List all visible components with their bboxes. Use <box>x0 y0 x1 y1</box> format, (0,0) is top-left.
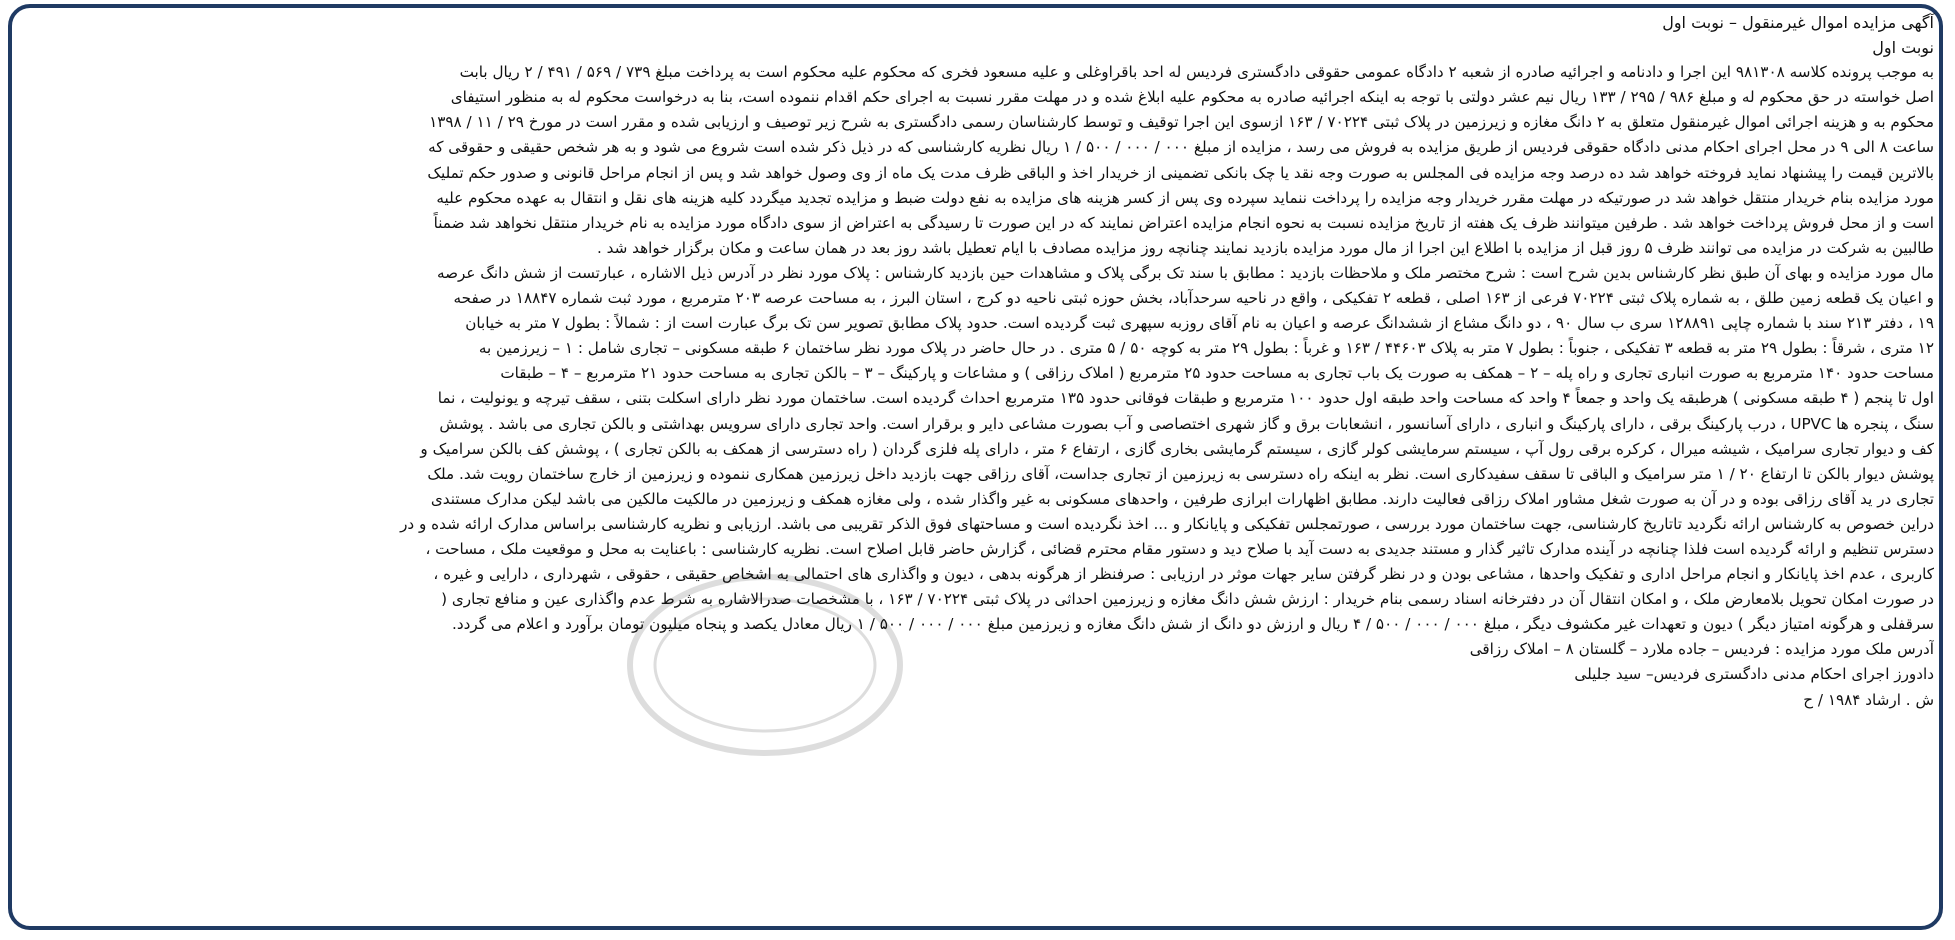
notice-line: ۱۲ متری ، شرقاً : بطول ۲۹ متر به قطعه ۳ تفکیکی ، جنوباً : بطول ۷ متر به پلاک ۴۴۶۰۳ / ۱۶۳ و غرباً : بطول ۲۹ متر به کوچه ۵۰ / ۵ متری . در حال حاضر در پلاک مورد نظر ساختمان ۶ طبقه مسکونی – تجاری شامل : ۱ – زیرزمین به <box>478 339 1934 358</box>
notice-line: اول تا پنجم ( ۴ طبقه مسکونی ) هرطبقه یک واحد و جمعاً ۴ واحد که مساحت واحد طبقه اول حدود ۱۰۰ مترمربع و طبقات فوقانی حدود ۱۳۵ مترمربع احداث گردیده است. ساختمان مورد نظر دارای اسکلت بتنی ، سقف تیرچه و یونولیت ، نما <box>437 389 1934 408</box>
notice-title: آگهی مزایده اموال غیرمنقول – نوبت اول <box>1662 13 1934 32</box>
notice-reference: ش . ارشاد ۱۹۸۴ / ح <box>1803 690 1934 709</box>
notice-line: مساحت حدود ۱۴۰ مترمربع به صورت انباری تجاری و راه پله – ۲ – همکف به صورت یک باب تجاری به مساحت حدود ۲۵ مترمربع ( املاک رزاقی ) و مشاعات و پارکینگ – ۳ – بالکن تجاری به مساحت حدود ۲۱ مترمربع – ۴ – طبقات <box>500 364 1934 383</box>
notice-line: به موجب پرونده کلاسه ۹۸۱۳۰۸ این اجرا و دادنامه و اجرائیه صادره از شعبه ۲ دادگاه عمومی حقوقی دادگستری فردیس له احد باقراوغلی و علیه مسعود فخری که محکوم علیه محکوم است به پرداخت مبلغ ۷۳۹ / ۵۶۹ / ۴۹۱ / ۲ ریال بابت <box>459 63 1934 82</box>
notice-signature: دادورز اجرای احکام مدنی دادگستری فردیس– سید جلیلی <box>1574 665 1934 684</box>
notice-subtitle: نوبت اول <box>1872 38 1934 58</box>
notice-line: در صورت امکان تحویل بلامعارض ملک ، و امکان انتقال آن در دفترخانه اسناد رسمی بنام خریدار : ارزش شش دانگ مغازه و زیرزمین احداثی در پلاک ثبتی ۷۰۲۲۴ / ۱۶۳ ، با مشخصات صدرالاشاره به شرط عدم واگذاری عین و منافع تجاری ( <box>441 590 1934 609</box>
notice-line: ساعت ۸ الی ۹ در محل اجرای احکام مدنی دادگاه حقوقی فردیس از طریق مزایده به فروش می رسد ، مزایده از مبلغ ۰۰۰ / ۰۰۰ / ۵۰۰ / ۱ ریال نظریه کارشناسی که در ذیل ذکر شده است شروع می شود و به هر شخص حقیقی و حقوقی که <box>428 138 1934 157</box>
notice-line: محکوم به و هزینه اجرائی اموال غیرمنقول متعلق به ۲ دانگ مغازه و زیرزمین در پلاک ثبتی ۷۰۲۲۴ / ۱۶۳ ازسوی این اجرا توقیف و توسط کارشناسان رسمی دادگستری به شرح زیر توصیف و ارزیابی شده و مقرر است در مورخ ۲۹ / ۱۱ / ۱۳۹۸ <box>429 113 1934 132</box>
notice-line: بالاترین قیمت را پیشنهاد نماید فروخته خواهد شد ده درصد وجه مزایده فی المجلس به صورت وجه نقد یا چک بانکی تضمینی از خریدار اخذ و الباقی ظرف مدت یک ماه از وی وصول خواهد شد و پس از انجام مراحل قانونی و صدور حکم تملیک <box>427 163 1934 182</box>
notice-line: کف و دیوار تجاری سرامیک ، شیشه میرال ، کرکره برقی رول آپ ، سیستم سرمایشی کولر گازی ، سیستم گرمایشی بخاری گازی ، ارتفاع ۶ متر ، دارای پله فلزی گردان ( راه دسترسی از همکف به بالکن تجاری ) ، پوشش کف بالکن سرامیک و <box>420 439 1934 458</box>
notice-page <box>20 10 1934 928</box>
notice-line: اصل خواسته در حق محکوم له و مبلغ ۹۸۶ / ۲۹۵ / ۱۳۳ ریال نیم عشر دولتی با توجه به اینکه اجرائیه صادره به محکوم علیه ابلاغ شده و در مهلت مقرر نسبت به اجرای حکم اقدام ننموده است، بنا به درخواست محکوم له به منظور استیفای <box>450 88 1934 107</box>
notice-line: دسترس تنظیم و ارائه گردیده است فلذا چنانچه در آینده مدارک تاثیر گذار و مستند جدیدی به دست آید با صلاح دید و دستور مقام محترم قضائی ، گزارش حاضر قابل اصلاح است. نظریه کارشناسی : باعنایت به محل و موقعیت ملک ، مساحت ، <box>425 539 1934 558</box>
notice-line: ۱۹ ، دفتر ۲۱۳ سند با شماره چاپی ۱۲۸۸۹۱ سری ب سال ۹۰ ، دو دانگ مشاع از ششدانگ عرصه و اعیان به نام آقای روزبه سپهری ثبت گردیده است. حدود پلاک مطابق تصویر سن تک برگ عبارت است از : شمالاً : بطول ۷ متر به خیابان <box>465 314 1934 333</box>
notice-line: سرقفلی و هرگونه امتیاز دیگر ) دیون و تعهدات غیر مکشوف دیگر ، مبلغ ۰۰۰ / ۰۰۰ / ۵۰۰ / ۴ ریال و ارزش دو دانگ از شش دانگ مغازه و زیرزمین مبلغ ۰۰۰ / ۰۰۰ / ۵۰۰ / ۱ ریال معادل یکصد و پنجاه میلیون تومان برآورد و اعلام می گردد. <box>452 615 1934 634</box>
notice-line: سنگ ، پنجره ها UPVC ، درب پارکینگ برقی ، دارای پارکینگ و انباری ، دارای آسانسور ، انشعابات برق و گاز شهری اختصاصی و آب بصورت مشاعی دایر و برقرار است. واحد تجاری دارای سرویس بهداشتی و بالکن تجاری می باشد . پوشش <box>439 414 1934 433</box>
notice-address: آدرس ملک مورد مزایده : فردیس – جاده ملارد – گلستان ۸ – املاک رزاقی <box>1469 640 1934 659</box>
notice-line: دراین خصوص به کارشناس ارائه نگردید تاتاریخ کارشناسی، جهت ساختمان مورد بررسی ، صورتمجلس تفکیکی و پایانکار و ... اخذ نگردیده است و مساحتهای فوق الذکر تقریبی می باشد. ارزیابی و نظریه کارشناسی براساس مدارک ارائه شده و در <box>400 514 1934 533</box>
notice-line: پوشش دیوار بالکن تا ارتفاع ۲۰ / ۱ متر سرامیک و الباقی تا سقف سفیدکاری است. نظر به اینکه راه دسترسی به زیرزمین از تجاری جداست، آقای رزاقی جهت بازدید داخل زیرزمین همکاری ننموده و زیرزمین از خارج ساختمان رویت شد. ملک <box>427 464 1934 483</box>
notice-line: مال مورد مزایده و بهای آن طبق نظر کارشناس بدین شرح است : شرح مختصر ملک و ملاحظات بازدید : مطابق با سند تک برگی پلاک و مشاهدات حین بازدید کارشناس : پلاک مورد نظر در آدرس ذیل الاشاره ، عبارتست از شش دانگ عرصه <box>436 263 1934 282</box>
notice-line: طالبین به شرکت در مزایده می توانند ظرف ۵ روز قبل از مزایده با اطلاع این اجرا از مال مورد مزایده بازدید نمایند چنانچه روز مزایده مصادف با ایام تعطیل باشد روز بعد در همان ساعت و مکان برگزار خواهد شد . <box>596 238 1934 257</box>
notice-line: مورد مزایده بنام خریدار منتقل خواهد شد در صورتیکه در مهلت مقرر خریدار وجه مزایده را پرداخت ننماید سپرده وی پس از کسر هزینه های مزایده به نفع دولت ضبط و مزایده تجدید میگردد کلیه هزینه های نقل و انتقال به عهده محکوم علیه <box>436 188 1934 207</box>
notice-line: است و از محل فروش پرداخت خواهد شد . طرفین میتوانند ظرف یک هفته از تاریخ مزایده نسبت به نحوه انجام مزایده اعتراض نمایند که در این صورت تا رسیدگی به اعتراض از سوی دادگاه مورد مزایده به نام خریدار منتقل نخواهد شد ضمناً <box>433 213 1934 232</box>
notice-line: کاربری ، عدم اخذ پایانکار و انجام مراحل اداری و تفکیک واحدها ، مشاعی بودن و در نظر گرفتن سایر جهات موثر در ارزیابی : صرفنظر از هرگونه بدهی ، دیون و واگذاری های احتمالی به اشخاص حقیقی ، حقوقی ، شهرداری ، دارایی و غیره ، <box>433 565 1934 584</box>
notice-line: و اعیان یک قطعه زمین طلق ، به شماره پلاک ثبتی ۷۰۲۲۴ فرعی از ۱۶۳ اصلی ، قطعه ۲ تفکیکی ، واقع در ناحیه سرحدآباد، بخش حوزه ثبتی ناحیه دو کرج ، استان البرز ، به مساحت عرصه ۲۰۳ مترمربع ، مورد ثبت شماره ۱۸۸۴۷ در صفحه <box>453 289 1934 308</box>
notice-line: تجاری در ید آقای رزاقی بوده و در آن به صورت شغل مشاور املاک رزاقی فعالیت دارند. مطابق اظهارات ابرازی طرفین ، واحدهای مسکونی به غیر واگذار شده ، ولی مغازه همکف و زیرزمین در مالکیت مالکین می باشد لیکن مدارک مستندی <box>430 489 1934 508</box>
